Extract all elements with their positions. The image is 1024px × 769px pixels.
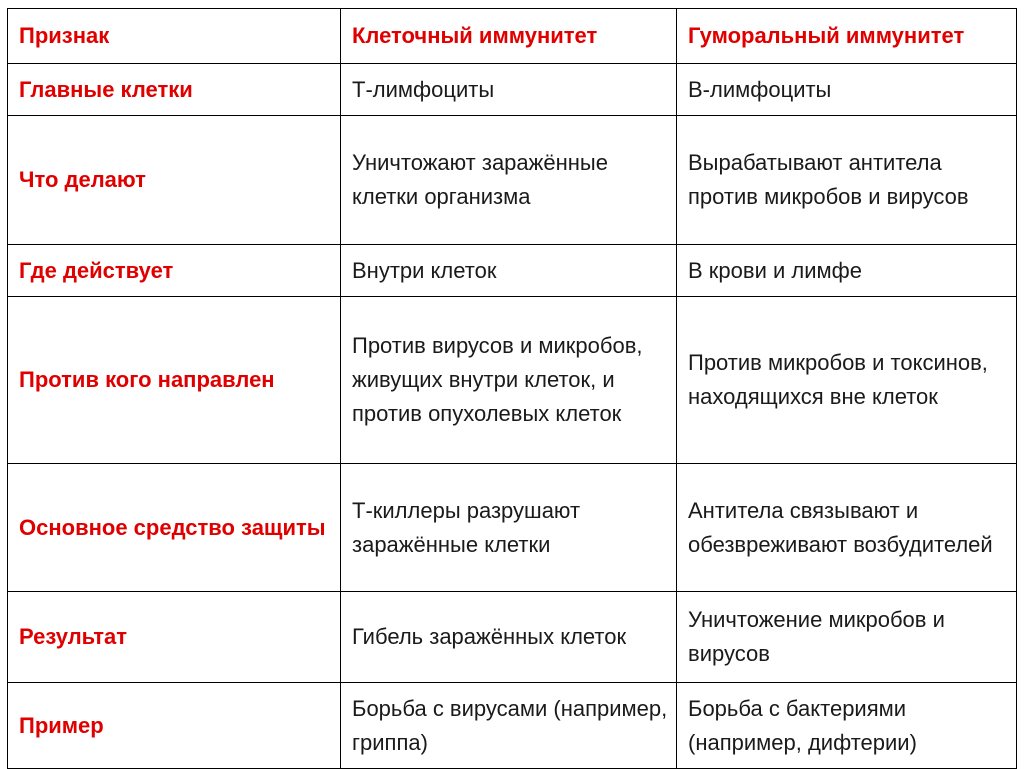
humoral-cell-text: Антитела связывают и обезвреживают возбудителей [688, 497, 993, 557]
row-label [8, 297, 341, 464]
cellular-cell-text: Уничтожают заражённые клетки организма [352, 150, 608, 209]
humoral-cell-text: Борьба с бактериями (например, дифтерии) [688, 695, 917, 755]
table-row [8, 592, 1017, 683]
cellular-cell-text: Борьба с вирусами (например, гриппа) [352, 695, 668, 755]
cellular-cell-text: Внутри клеток [352, 257, 497, 283]
table-row [8, 683, 1017, 769]
humoral-cell [677, 464, 1017, 592]
humoral-cell [677, 683, 1017, 769]
row-label-text: Результат [19, 624, 128, 649]
humoral-cell-text: В крови и лимфе [688, 257, 862, 283]
table-row [8, 116, 1017, 245]
row-label [8, 592, 341, 683]
row-label-text: Пример [19, 712, 104, 738]
table-row [8, 464, 1017, 592]
table-header-row [8, 9, 1017, 64]
row-label-text: Что делают [19, 167, 146, 192]
cellular-cell-text: Т-лимфоциты [352, 76, 495, 102]
table-row [8, 245, 1017, 297]
row-label-text: Где действует [19, 257, 174, 283]
cellular-cell [341, 297, 677, 464]
humoral-cell-text: Уничтожение микробов и вирусов [688, 607, 945, 666]
cellular-cell-text: Гибель заражённых клеток [352, 624, 627, 649]
row-label [8, 116, 341, 245]
row-label [8, 464, 341, 592]
header-feature: Признак [8, 9, 341, 64]
header-humoral-immunity: Гуморальный иммунитет [677, 9, 1017, 64]
humoral-cell-text: Против микробов и токсинов, находящихся вне клеток [688, 350, 988, 409]
cellular-cell [341, 683, 677, 769]
cellular-cell [341, 116, 677, 245]
header-cellular-immunity: Клеточный иммунитет [341, 9, 677, 64]
row-label [8, 245, 341, 297]
row-label [8, 683, 341, 769]
humoral-cell [677, 592, 1017, 683]
cellular-cell [341, 64, 677, 116]
row-label-text: Основное средство защиты [19, 514, 326, 540]
humoral-cell [677, 116, 1017, 245]
humoral-cell [677, 64, 1017, 116]
cellular-cell [341, 592, 677, 683]
cellular-cell [341, 245, 677, 297]
table-row [8, 64, 1017, 116]
humoral-cell-text: В-лимфоциты [688, 76, 832, 102]
cellular-cell-text: Т-киллеры разрушают заражённые клетки [352, 497, 581, 557]
cellular-cell-text: Против вирусов и микробов, живущих внутри клеток, и против опухолевых клеток [352, 333, 643, 426]
humoral-cell [677, 297, 1017, 464]
row-label-text: Против кого направлен [19, 367, 275, 392]
table-row [8, 297, 1017, 464]
humoral-cell-text: Вырабатывают антитела против микробов и вирусов [688, 150, 969, 209]
row-label-text: Главные клетки [19, 76, 193, 102]
humoral-cell [677, 245, 1017, 297]
row-label [8, 64, 341, 116]
cellular-cell [341, 464, 677, 592]
immunity-comparison-table [7, 8, 1017, 769]
